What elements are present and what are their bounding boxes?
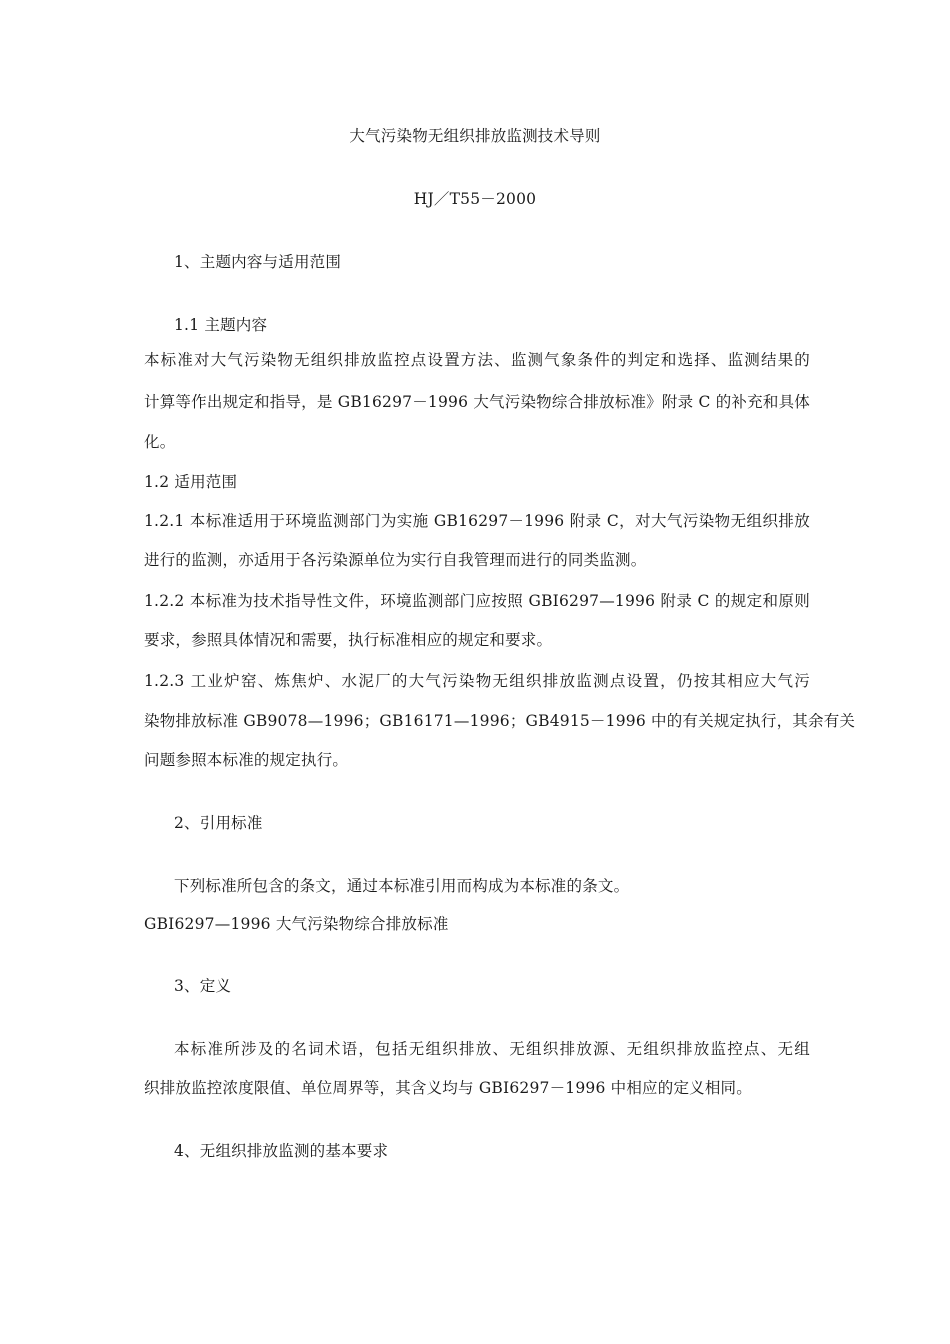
section-1-1-heading: 1.1 主题内容: [174, 316, 268, 334]
section-3-heading: 3、定义: [174, 977, 232, 995]
section-1-2-heading: 1.2 适用范围: [144, 473, 238, 491]
section-1-1-text-line: 计算等作出规定和指导，是 GB16297－1996 大气污染物综合排放标准》附录 C 的补充和具体: [144, 393, 810, 411]
section-1-1-text-line: 化。: [144, 433, 176, 451]
section-1-2-3-line: 问题参照本标准的规定执行。: [144, 751, 349, 769]
section-1-2-3-line: 染物排放标准 GB9078—1996；GB16171—1996；GB4915－1996 中的有关规定执行，其余有关: [144, 712, 856, 730]
section-1-2-2-line: 要求，参照具体情况和需要，执行标准相应的规定和要求。: [144, 631, 553, 649]
section-1-2-3-line: 1.2.3 工业炉窑、炼焦炉、水泥厂的大气污染物无组织排放监测点设置，仍按其相应大气污: [144, 672, 810, 690]
document-title: 大气污染物无组织排放监测技术导则: [349, 127, 601, 145]
section-2-intro: 下列标准所包含的条文，通过本标准引用而构成为本标准的条文。: [174, 877, 630, 895]
section-1-2-2-line: 1.2.2 本标准为技术指导性文件，环境监测部门应按照 GBI6297—1996 附录 C 的规定和原则: [144, 592, 810, 610]
section-4-heading: 4、无组织排放监测的基本要求: [174, 1142, 389, 1160]
section-1-heading: 1、主题内容与适用范围: [174, 253, 342, 271]
section-3-text-line: 织排放监控浓度限值、单位周界等，其含义均与 GBI6297－1996 中相应的定义相同。: [144, 1079, 752, 1097]
section-2-reference: GBI6297—1996 大气污染物综合排放标准: [144, 915, 449, 933]
document-code: HJ／T55－2000: [413, 190, 537, 208]
section-1-1-text-line: 本标准对大气污染物无组织排放监控点设置方法、监测气象条件的判定和选择、监测结果的: [144, 351, 810, 369]
section-1-2-1-line: 进行的监测，亦适用于各污染源单位为实行自我管理而进行的同类监测。: [144, 551, 647, 569]
section-2-heading: 2、引用标准: [174, 814, 263, 832]
section-3-text-line: 本标准所涉及的名词术语，包括无组织排放、无组织排放源、无组织排放监控点、无组: [174, 1040, 810, 1058]
section-1-2-1-line: 1.2.1 本标准适用于环境监测部门为实施 GB16297－1996 附录 C，对大气污染物无组织排放: [144, 512, 810, 530]
